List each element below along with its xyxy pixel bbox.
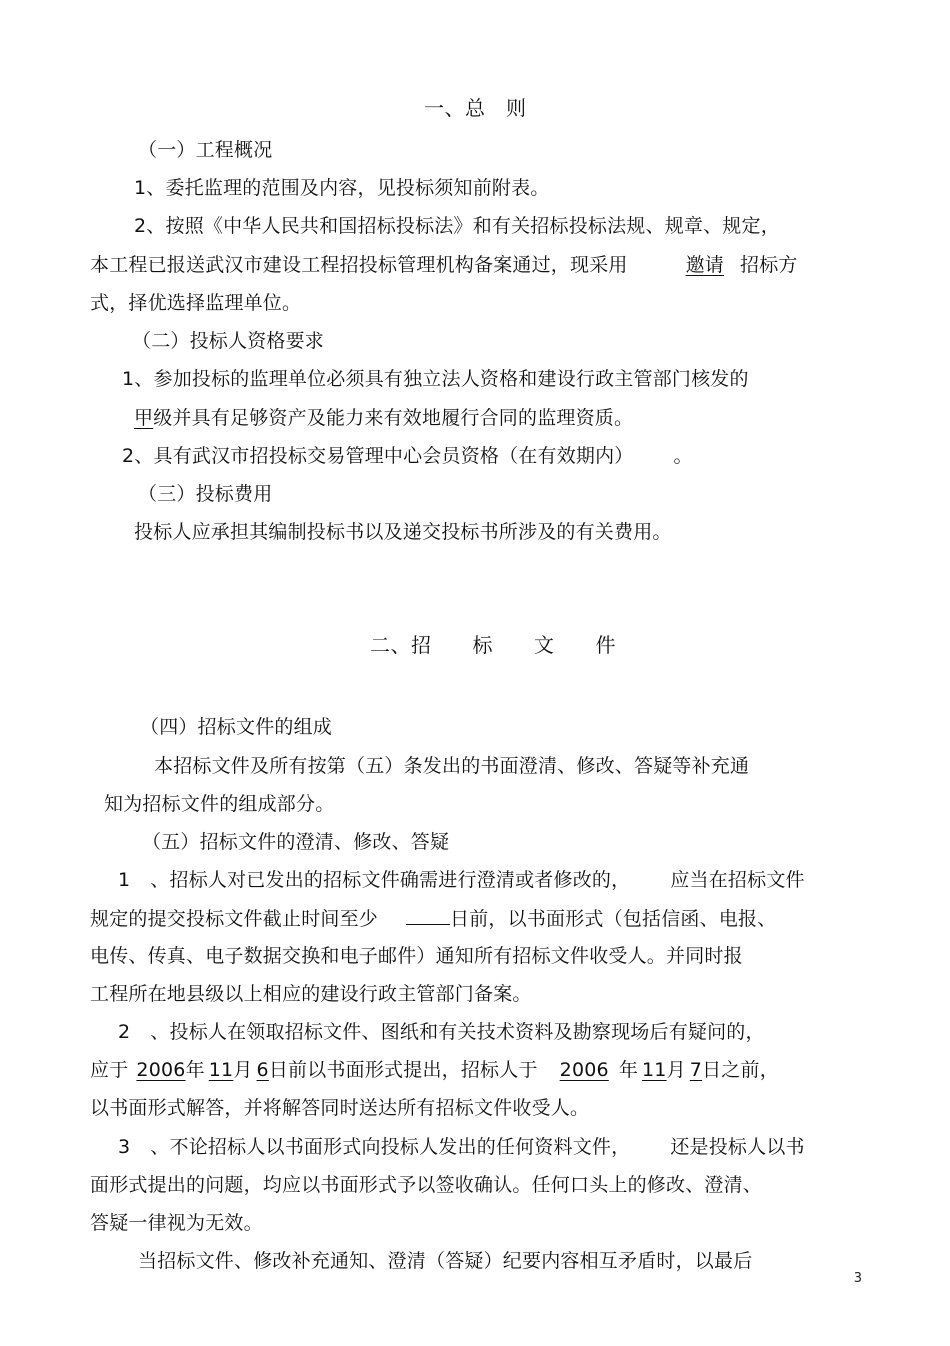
- paragraph-qualification-line-1: 1、参加投标的监理单位必须具有独立法人资格和建设行政主管部门核发的: [122, 368, 749, 390]
- year-label-2: 年: [618, 1059, 639, 1081]
- paragraph-law-line-2-text: 本工程已报送武汉市建设工程招投标管理机构备案通过，现采用: [90, 254, 628, 276]
- membership-text: 2、具有武汉市招投标交易管理中心会员资格（在有效期内）: [122, 445, 634, 467]
- paragraph-clarification-1-line-4: 工程所在地县级以上相应的建设行政主管部门备案。: [90, 983, 532, 1005]
- paragraph-clarification-1-line-1: [118, 867, 805, 893]
- clause-2-mid-text: 日前以书面形式提出，招标人于: [268, 1059, 538, 1081]
- paragraph-clarification-3-line-2: 面形式提出的问题，均应以书面形式予以签收确认。任何口头上的修改、澄清、: [90, 1174, 763, 1196]
- paragraph-clarification-1-line-3: 电传、传真、电子数据交换和电子邮件）通知所有招标文件收受人。并同时报: [90, 945, 743, 967]
- clause-2-due-suffix: 日之前，: [702, 1059, 779, 1081]
- qualification-line-2-text: 级并具有足够资产及能力来有效地履行合同的监理资质。: [153, 407, 634, 429]
- answer-deadline-year: 2006: [559, 1059, 609, 1081]
- paragraph-composition-line-2: 知为招标文件的组成部分。: [104, 793, 335, 815]
- clause-3-tail: 还是投标人以书: [670, 1136, 805, 1158]
- paragraph-clarification-2-line-3: 以书面形式解答，并将解答同时送达所有招标文件收受人。: [90, 1097, 590, 1119]
- subheading-clarification: （五）招标文件的澄清、修改、答疑: [142, 831, 450, 853]
- paragraph-clarification-2-line-2: [90, 1057, 779, 1083]
- paragraph-membership: [122, 443, 693, 469]
- clause-1-text: 、招标人对已发出的招标文件确需进行澄清或者修改的，: [150, 869, 631, 891]
- paragraph-clarification-3-line-1: [118, 1134, 805, 1160]
- paragraph-qualification-line-2: [122, 405, 633, 431]
- month-label-2: 月: [666, 1059, 686, 1081]
- bidding-method-value: 邀请: [685, 254, 725, 276]
- paragraph-clarification-1-line-2: [90, 905, 776, 932]
- question-deadline-year: 2006: [136, 1059, 186, 1081]
- paragraph-law-line-2: [90, 252, 798, 278]
- subheading-project-overview: （一）工程概况: [138, 139, 273, 161]
- paragraph-bid-costs: 投标人应承担其编制投标书以及递交投标书所涉及的有关费用。: [134, 521, 672, 543]
- paragraph-scope: 1、委托监理的范围及内容，见投标须知前附表。: [134, 177, 550, 199]
- paragraph-law-line-2-tail: 招标方: [740, 254, 798, 276]
- paragraph-clarification-2-line-1: [118, 1019, 765, 1045]
- paragraph-law-line-3: 式，择优选择监理单位。: [90, 292, 302, 314]
- clause-2-due-prefix: 应于: [90, 1059, 129, 1081]
- answer-deadline-month: 11: [642, 1059, 667, 1081]
- days-blank: [406, 905, 450, 925]
- subheading-document-composition: （四）招标文件的组成: [140, 716, 333, 738]
- month-label: 月: [233, 1059, 253, 1081]
- clause-1-tail: 应当在招标文件: [670, 869, 805, 891]
- clause-number-1: 1: [118, 869, 131, 891]
- clause-number-2: 2: [118, 1021, 131, 1043]
- paragraph-precedence: 当招标文件、修改补充通知、澄清（答疑）纪要内容相互矛盾时，以最后: [138, 1250, 753, 1272]
- qualification-grade-value: 甲: [134, 407, 154, 429]
- paragraph-composition-line-1: 本招标文件及所有按第（五）条发出的书面澄清、修改、答疑等补充通: [154, 755, 750, 777]
- paragraph-clarification-3-line-3: 答疑一律视为无效。: [90, 1212, 263, 1234]
- clause-number-3: 3: [118, 1136, 131, 1158]
- paragraph-law-line-1: 2、按照《中华人民共和国招标投标法》和有关招标投标法规、规章、规定，: [134, 215, 780, 237]
- section-1-title: 一、总 则: [424, 96, 527, 120]
- clause-1-line-2-text: 规定的提交投标文件截止时间至少: [90, 908, 379, 930]
- answer-deadline-day: 7: [689, 1059, 703, 1081]
- question-deadline-day: 6: [256, 1059, 269, 1081]
- subheading-bid-costs: （三）投标费用: [138, 483, 273, 505]
- page-number: 3: [853, 1271, 862, 1286]
- section-2-title: 二、招 标 文 件: [370, 633, 616, 657]
- clause-2-text: 、投标人在领取招标文件、图纸和有关技术资料及勘察现场后有疑问的，: [150, 1021, 765, 1043]
- membership-end: 。: [673, 445, 693, 467]
- year-label: 年: [185, 1059, 205, 1081]
- clause-3-text: 、不论招标人以书面形式向投标人发出的任何资料文件，: [150, 1136, 631, 1158]
- subheading-bidder-qualification: （二）投标人资格要求: [132, 330, 325, 352]
- question-deadline-month: 11: [208, 1059, 234, 1081]
- clause-1-line-2-tail: 日前，以书面形式（包括信函、电报、: [450, 908, 777, 930]
